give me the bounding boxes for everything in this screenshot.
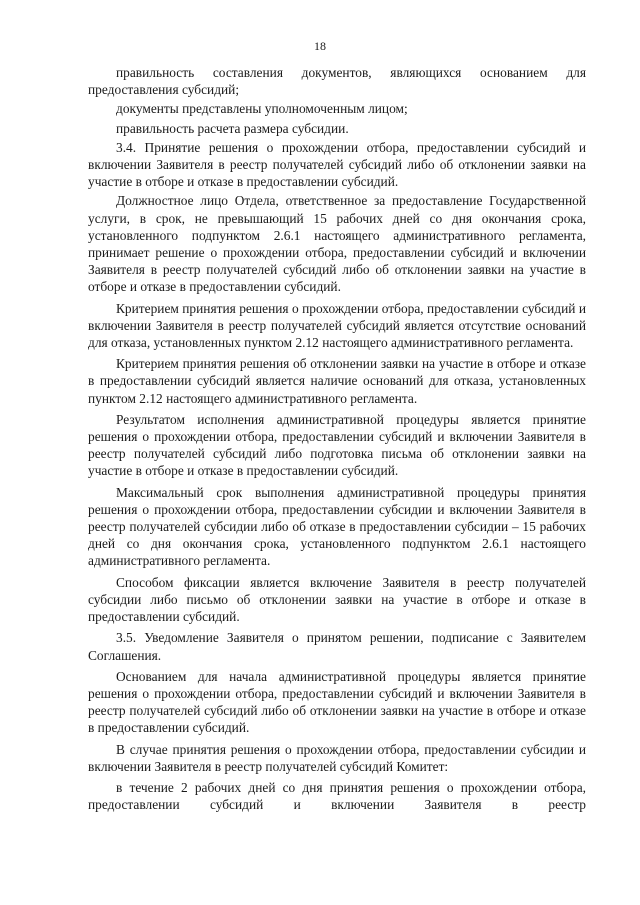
paragraph-responsible-official: Должностное лицо Отдела, ответственное за предоставление Государственной услуги, в срок, не превышающий 15 рабочих дней со дня окончания срока, установленного подпунктом 2.6.1 настоящего административного регламента, принимает решение о прохождении отбора, предоставлении субсидий и включении Заявителя в реестр получателей субсидий либо об отклонении заявки на участие в отборе и отказе в предоставлении субсидий. bbox=[88, 193, 586, 295]
paragraph-3: правильность расчета размера субсидии. bbox=[116, 120, 349, 136]
paragraph-1: правильность составления документов, являющихся основанием для предоставления субсидий; bbox=[88, 65, 586, 98]
paragraph-2: документы представлены уполномоченным лицом; bbox=[116, 101, 408, 117]
paragraph-within-2-days: в течение 2 рабочих дней со дня принятия решения о прохождении отбора, предоставлении субсидий и включении Заявителя в реестр bbox=[88, 779, 586, 813]
paragraph-max-term: Максимальный срок выполнения административной процедуры принятия решения о прохождении отбора, предоставлении субсидии и включении Заявителя в реестр получателей субсидии либо об отказе в предоставлении субсидии – 15 рабочих дней со дня окончания срока, установленного подпунктом 2.6.1 настоящего административного регламента. bbox=[88, 484, 586, 569]
paragraph-rejection-criterion: Критерием принятия решения об отклонении заявки на участие в отборе и отказе в предоставлении субсидий является наличие оснований для отказа, установленных пунктом 2.12 настоящего административного регламента. bbox=[88, 356, 586, 406]
paragraph-fixation-method: Способом фиксации является включение Заявителя в реестр получателей субсидии либо письмо об отклонении заявки на участие в отборе и отказе в предоставлении субсидий. bbox=[88, 574, 586, 625]
document-body bbox=[88, 64, 586, 815]
page-number: 18 bbox=[314, 39, 326, 53]
section-heading-3-5: 3.5. Уведомление Заявителя о принятом решении, подписание с Заявителем Соглашения. bbox=[88, 630, 586, 663]
paragraph-basis: Основанием для начала административной процедуры является принятие решения о прохождении отбора, предоставлении субсидий и включении Заявителя в реестр получателей субсидий либо об отклонении заявки на участие в отборе и отказе в предоставлении субсидий. bbox=[88, 668, 586, 736]
paragraph-committee: В случае принятия решения о прохождении отбора, предоставлении субсидии и включении Заявителя в реестр получателей субсидий Комитет: bbox=[88, 741, 586, 774]
paragraph-approval-criterion: Критерием принятия решения о прохождении отбора, предоставлении субсидий и включении Заявителя в реестр получателей субсидий является отсутствие оснований для отказа, установленных пунктом 2.12 настоящего административного регламента. bbox=[88, 300, 586, 351]
paragraph-result: Результатом исполнения административной процедуры является принятие решения о прохождении отбора, предоставлении субсидий и включении Заявителя в реестр получателей субсидий либо подготовка письма об отклонении заявки на участие в отборе и отказе в предоставлении субсидий. bbox=[88, 411, 586, 479]
section-heading-3-4: 3.4. Принятие решения о прохождении отбора, предоставлении субсидий и включении Заявителя в реестр получателей субсидий либо об отклонении заявки на участие в отборе и отказе в предоставлении субсидий. bbox=[88, 139, 586, 190]
